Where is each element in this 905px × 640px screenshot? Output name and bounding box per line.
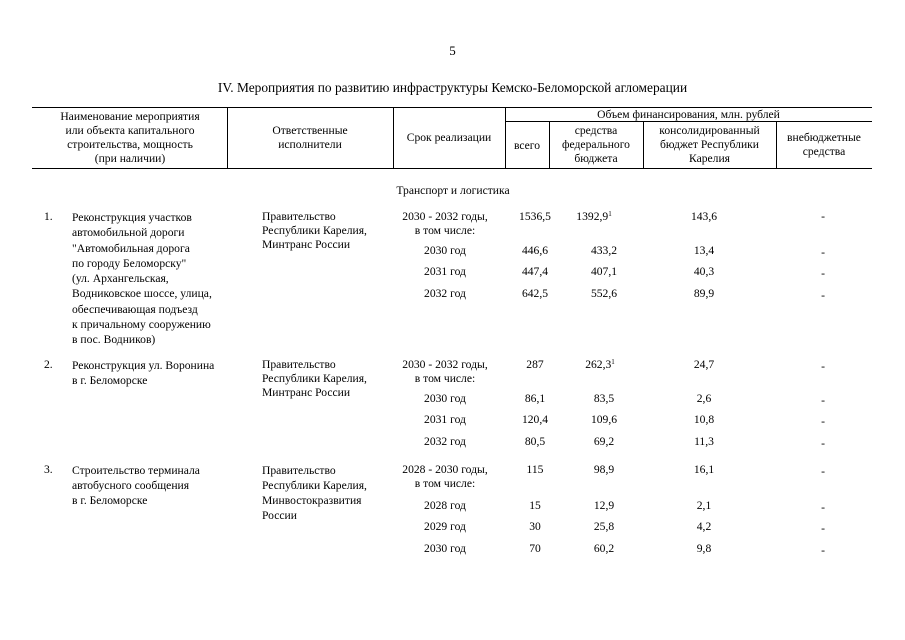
- federal-cell: 552,6: [590, 287, 618, 300]
- total-cell: 80,5: [524, 435, 546, 448]
- federal-cell: 83,5: [593, 392, 615, 405]
- regional-cell: 2,6: [696, 392, 712, 405]
- federal-cell: 12,9: [593, 499, 615, 512]
- term-cell: 2032 год: [424, 287, 466, 300]
- header-total: всего: [513, 139, 541, 152]
- extra-cell: -: [821, 544, 825, 557]
- term-cell: 2028 год: [424, 499, 466, 512]
- object-name: Реконструкция ул. Воронина в г. Беломорске: [72, 359, 215, 387]
- total-cell: 1536,5: [519, 210, 551, 223]
- responsible-executors: Правительство Республики Карелия, Минтранс России: [262, 210, 367, 251]
- term-cell: 2029 год: [424, 520, 466, 533]
- extra-cell: -: [821, 246, 825, 259]
- object-name: Строительство терминала автобусного сообщения в г. Беломорске: [72, 464, 200, 507]
- total-cell: 120,4: [521, 413, 549, 426]
- header-extra: внебюджетные средства: [787, 131, 861, 158]
- total-cell: 86,1: [524, 392, 546, 405]
- extra-cell: -: [821, 501, 825, 514]
- term-cell: 2030 год: [424, 542, 466, 555]
- row-number: 3.: [44, 463, 53, 476]
- regional-cell: 89,9: [693, 287, 715, 300]
- page-title: IV. Мероприятия по развитию инфраструктуры Кемско-Беломорской агломерации: [217, 80, 688, 95]
- responsible-executors: Правительство Республики Карелия, Минвостокразвития России: [262, 464, 367, 522]
- federal-cell: 433,2: [590, 244, 618, 257]
- term-cell: 2030 - 2032 годы, в том числе:: [402, 210, 488, 237]
- header-term: Срок реализации: [406, 131, 492, 144]
- federal-value: 262,3: [585, 358, 612, 371]
- regional-cell: 9,8: [696, 542, 712, 555]
- total-cell: 642,5: [521, 287, 549, 300]
- header-executors: Ответственные исполнители: [272, 124, 348, 151]
- responsible-executors: Правительство Республики Карелия, Минтранс России: [262, 358, 367, 399]
- total-cell: 30: [529, 520, 541, 533]
- extra-cell: -: [821, 394, 825, 407]
- extra-cell: -: [821, 360, 825, 373]
- term-cell: 2030 - 2032 годы, в том числе:: [402, 358, 488, 385]
- regional-cell: 13,4: [693, 244, 715, 257]
- regional-cell: 2,1: [696, 499, 712, 512]
- regional-cell: 143,6: [690, 210, 718, 223]
- total-cell: 70: [529, 542, 541, 555]
- footnote-marker: 1: [611, 358, 615, 366]
- federal-value: 1392,9: [576, 210, 609, 223]
- header-funding: Объем финансирования, млн. рублей: [597, 108, 780, 121]
- term-cell: 2030 год: [424, 244, 466, 257]
- total-cell: 446,6: [521, 244, 549, 257]
- column-divider: [393, 107, 394, 168]
- table-header-bottom-border: [32, 168, 872, 169]
- regional-cell: 16,1: [693, 463, 715, 476]
- object-name: Реконструкция участков автомобильной дороги "Автомобильная дорога по городу Беломорску" (ул. Архангельская, Водниковское шоссе, улица, обеспечивающая подъезд к причальному сооружению в пос. Водников): [72, 211, 212, 347]
- row-number: 2.: [44, 358, 53, 371]
- regional-cell: 11,3: [694, 435, 714, 448]
- extra-cell: -: [821, 267, 825, 280]
- federal-cell: 407,1: [590, 265, 618, 278]
- extra-cell: -: [821, 289, 825, 302]
- regional-cell: 4,2: [696, 520, 712, 533]
- header-federal: средства федерального бюджета: [562, 124, 630, 165]
- federal-cell: [564, 210, 624, 224]
- column-divider: [227, 107, 228, 168]
- header-name: Наименование мероприятия или объекта капитального строительства, мощность (при наличии): [60, 110, 200, 165]
- term-cell: 2031 год: [424, 413, 466, 426]
- total-cell: 287: [526, 358, 544, 371]
- term-cell: 2032 год: [424, 435, 466, 448]
- federal-cell: [570, 358, 630, 372]
- term-cell: 2028 - 2030 годы, в том числе:: [402, 463, 488, 490]
- regional-cell: 40,3: [693, 265, 715, 278]
- total-cell: 15: [529, 499, 541, 512]
- total-cell: 447,4: [521, 265, 549, 278]
- federal-cell: 98,9: [593, 463, 615, 476]
- total-cell: 115: [526, 463, 544, 476]
- row-number: 1.: [44, 210, 53, 223]
- federal-cell: 109,6: [590, 413, 618, 426]
- extra-cell: -: [821, 437, 825, 450]
- page-number: 5: [449, 43, 456, 58]
- extra-cell: -: [821, 522, 825, 535]
- header-regional: консолидированный бюджет Республики Карелия: [659, 124, 760, 165]
- section-title: Транспорт и логистика: [396, 184, 510, 197]
- extra-cell: -: [821, 210, 825, 223]
- federal-cell: 25,8: [593, 520, 615, 533]
- regional-cell: 10,8: [693, 413, 715, 426]
- footnote-marker: 1: [608, 210, 612, 218]
- extra-cell: -: [821, 415, 825, 428]
- regional-cell: 24,7: [693, 358, 715, 371]
- extra-cell: -: [821, 465, 825, 478]
- federal-cell: 60,2: [593, 542, 615, 555]
- term-cell: 2030 год: [424, 392, 466, 405]
- federal-cell: 69,2: [593, 435, 615, 448]
- term-cell: 2031 год: [424, 265, 466, 278]
